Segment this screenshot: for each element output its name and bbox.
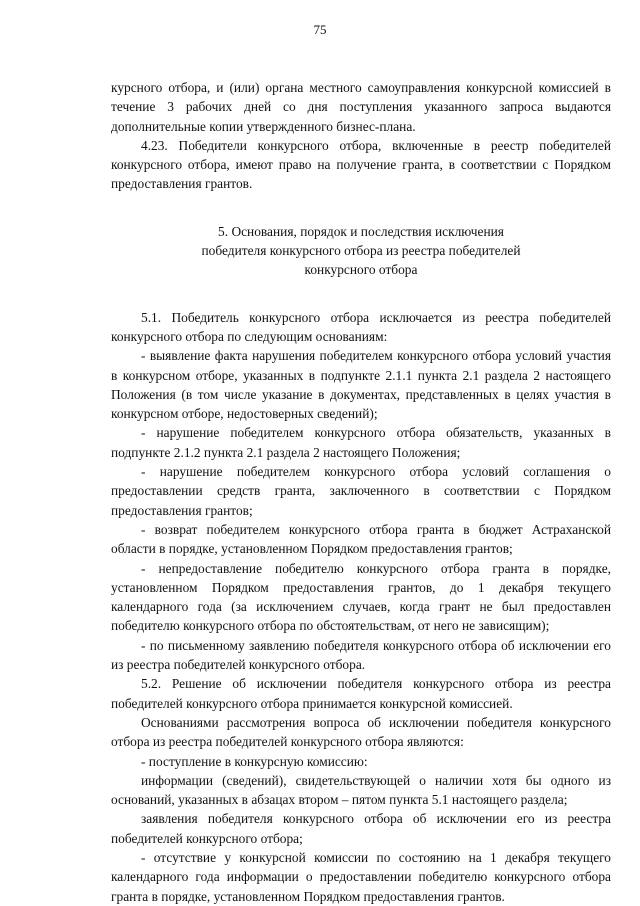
list-item: - возврат победителем конкурсного отбора гранта в бюджет Астраханской области в порядке, установленном Порядком предоставления грантов; [111, 521, 611, 557]
section-heading-line: 5. Основания, порядок и последствия исключения [218, 223, 504, 239]
paragraph: курсного отбора, и (или) органа местного самоуправления конкурсной комиссией в течение 3 рабочих дней со дня поступления указанного запроса выдаются дополнительные копии утвержденного бизнес-плана. [111, 80, 611, 134]
section-heading-line: конкурсного отбора [304, 262, 418, 278]
paragraph: 5.1. Победитель конкурсного отбора исключается из реестра победителей конкурсного отбора по следующим основаниям: [111, 309, 611, 344]
list-item: - по письменному заявлению победителя конкурсного отбора об исключении его из реестра победителей конкурсного отбора. [111, 637, 611, 673]
list-item: - нарушение победителем конкурсного отбора условий соглашения о предоставлении средств гранта, заключенного в соответствии с Порядком предоставления грантов; [111, 464, 611, 518]
list-item: - нарушение победителем конкурсного отбора обязательств, указанных в подпункте 2.1.2 пункта 2.1 раздела 2 настоящего Положения; [111, 425, 611, 460]
list-item: - непредоставление победителю конкурсного отбора гранта в порядке, установленном Порядком предоставления грантов, до 1 декабря текущего календарного года (за исключением случаев, когда грант не был предоставлен победителю конкурсного отбора по обстоятельствам, от него не зависящим); [111, 560, 611, 634]
list-item: - поступление в конкурсную комиссию: [141, 753, 368, 769]
list-item: - отсутствие у конкурсной комиссии по состоянию на 1 декабря текущего календарного года информации о предоставлении победителю конкурсного отбора гранта в порядке, установленном Порядком предоставления грантов. [111, 849, 611, 904]
list-item: - выявление факта нарушения победителем конкурсного отбора условий участия в конкурсном отборе, указанных в подпункте 2.1.1 пункта 2.1 раздела 2 настоящего Положения (в том числе указание в документах, представленных в целях участия в конкурсном отборе, недостоверных сведений); [111, 348, 611, 422]
paragraph: 4.23. Победители конкурсного отбора, включенные в реестр победителей конкурсного отбора, имеют право на получение гранта, в соответствии с Порядком предоставления грантов. [111, 137, 611, 192]
paragraph: 5.2. Решение об исключении победителя конкурсного отбора из реестра победителей конкурсного отбора принимается конкурсной комиссией. [111, 676, 611, 711]
bottom-text-block [111, 308, 611, 906]
paragraph: Основаниями рассмотрения вопроса об исключении победителя конкурсного отбора из реестра победителей конкурсного отбора являются: [111, 714, 611, 750]
page-number: 75 [313, 22, 327, 37]
paragraph: заявления победителя конкурсного отбора об исключении его из реестра победителей конкурсного отбора; [111, 811, 611, 846]
section-heading-line: победителя конкурсного отбора из реестра победителей [201, 243, 521, 259]
section-heading [111, 222, 611, 280]
top-text-block [111, 78, 611, 194]
document-body [111, 78, 611, 906]
paragraph: информации (сведений), свидетельствующей о наличии хотя бы одного из оснований, указанных в абзацах втором – пятом пункта 5.1 настоящего раздела; [111, 772, 611, 808]
